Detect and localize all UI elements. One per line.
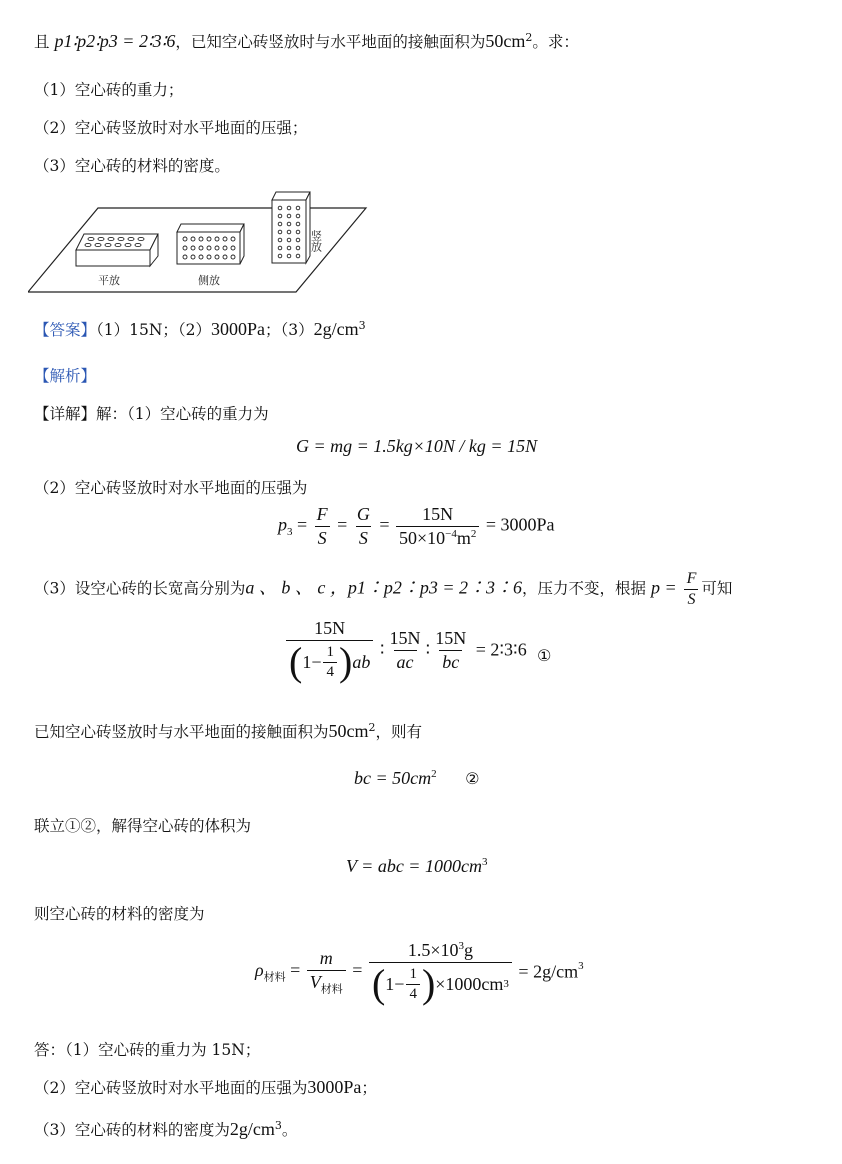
problem-statement: 且 p1∶p2∶p3 = 2∶3∶6，已知空心砖竖放时与水平地面的接触面积为$50cm^2$。求： [34, 30, 579, 51]
marker-1: ① [537, 646, 552, 665]
label-upright: 竖放 [309, 230, 323, 252]
question-3: （3）空心砖的材料的密度。 [34, 157, 230, 175]
combine-line: 联立①②，解得空心砖的体积为 [34, 817, 252, 835]
answer-line: 【答案】（1）15N；（2）3000Pa；$(3)2g/cm^3$ [34, 318, 366, 339]
label-flat: 平放 [98, 274, 120, 287]
final-1: 答：（1）空心砖的重力为 15N； [34, 1041, 261, 1059]
equation-bc: bc = $50cm^2$ ② [354, 768, 480, 788]
flat-brick [76, 234, 158, 266]
answer-tag: 【答案】 [34, 321, 97, 339]
analysis-tag: 【解析】 [34, 367, 97, 385]
ratio: p1∶p2∶p3 = 2∶3∶6 [54, 31, 176, 51]
equation-pressure: $p_3$ = $\frac{F}{S}$ = $\frac{G}{S}$ = $\frac{15N}{50\times 10^{-4}m^2}$ = 3000Pa [278, 504, 555, 548]
final-2: （2）空心砖竖放时对水平地面的压强为3000Pa； [34, 1077, 377, 1097]
detail-line: 【详解】解：（1）空心砖的重力为 [34, 405, 269, 423]
equation-weight: G = mg = 1.5kg×10N / kg = 15N [296, 436, 538, 456]
upright-brick [272, 192, 310, 263]
step-2: （2）空心砖竖放时对水平地面的压强为 [34, 479, 308, 497]
equation-volume: V = abc = $1000cm^3$ [346, 856, 488, 876]
label-side: 侧放 [198, 274, 220, 287]
final-3: （3）空心砖的材料的密度为$2g/cm^3$。 [34, 1118, 298, 1139]
question-2: （2）空心砖竖放时对水平地面的压强； [34, 119, 308, 137]
equation-ratio: 15N ( 1− $\frac{1}{4}$ ) ab ∶ $\frac{15N}{ac}$ ∶ $\frac{15N}{bc}$ = 2∶3∶6 [284, 618, 527, 682]
known-area: 已知空心砖竖放时与水平地面的接触面积为$50cm^2$，则有 [34, 720, 423, 741]
density-intro: 则空心砖的材料的密度为 [34, 905, 205, 923]
side-brick [177, 224, 244, 264]
step-3: （3）设空心砖的长宽高分别为a 、 b 、 c ，p1∶p2∶p3 = 2∶3∶6，压力不变，根据 p = $\frac{F}{S}$ 可知 [34, 570, 733, 608]
equation-density: $\rho_{材料}$ = $\frac{m}{V_{材料}}$ = $1.5\times 10^3g$ ( 1− $\frac{1}{4}$ ) ×1000cm 3 = $2g/cm^3$ [255, 940, 584, 1006]
question-1: （1）空心砖的重力； [34, 81, 184, 99]
brick-figure [28, 190, 373, 296]
